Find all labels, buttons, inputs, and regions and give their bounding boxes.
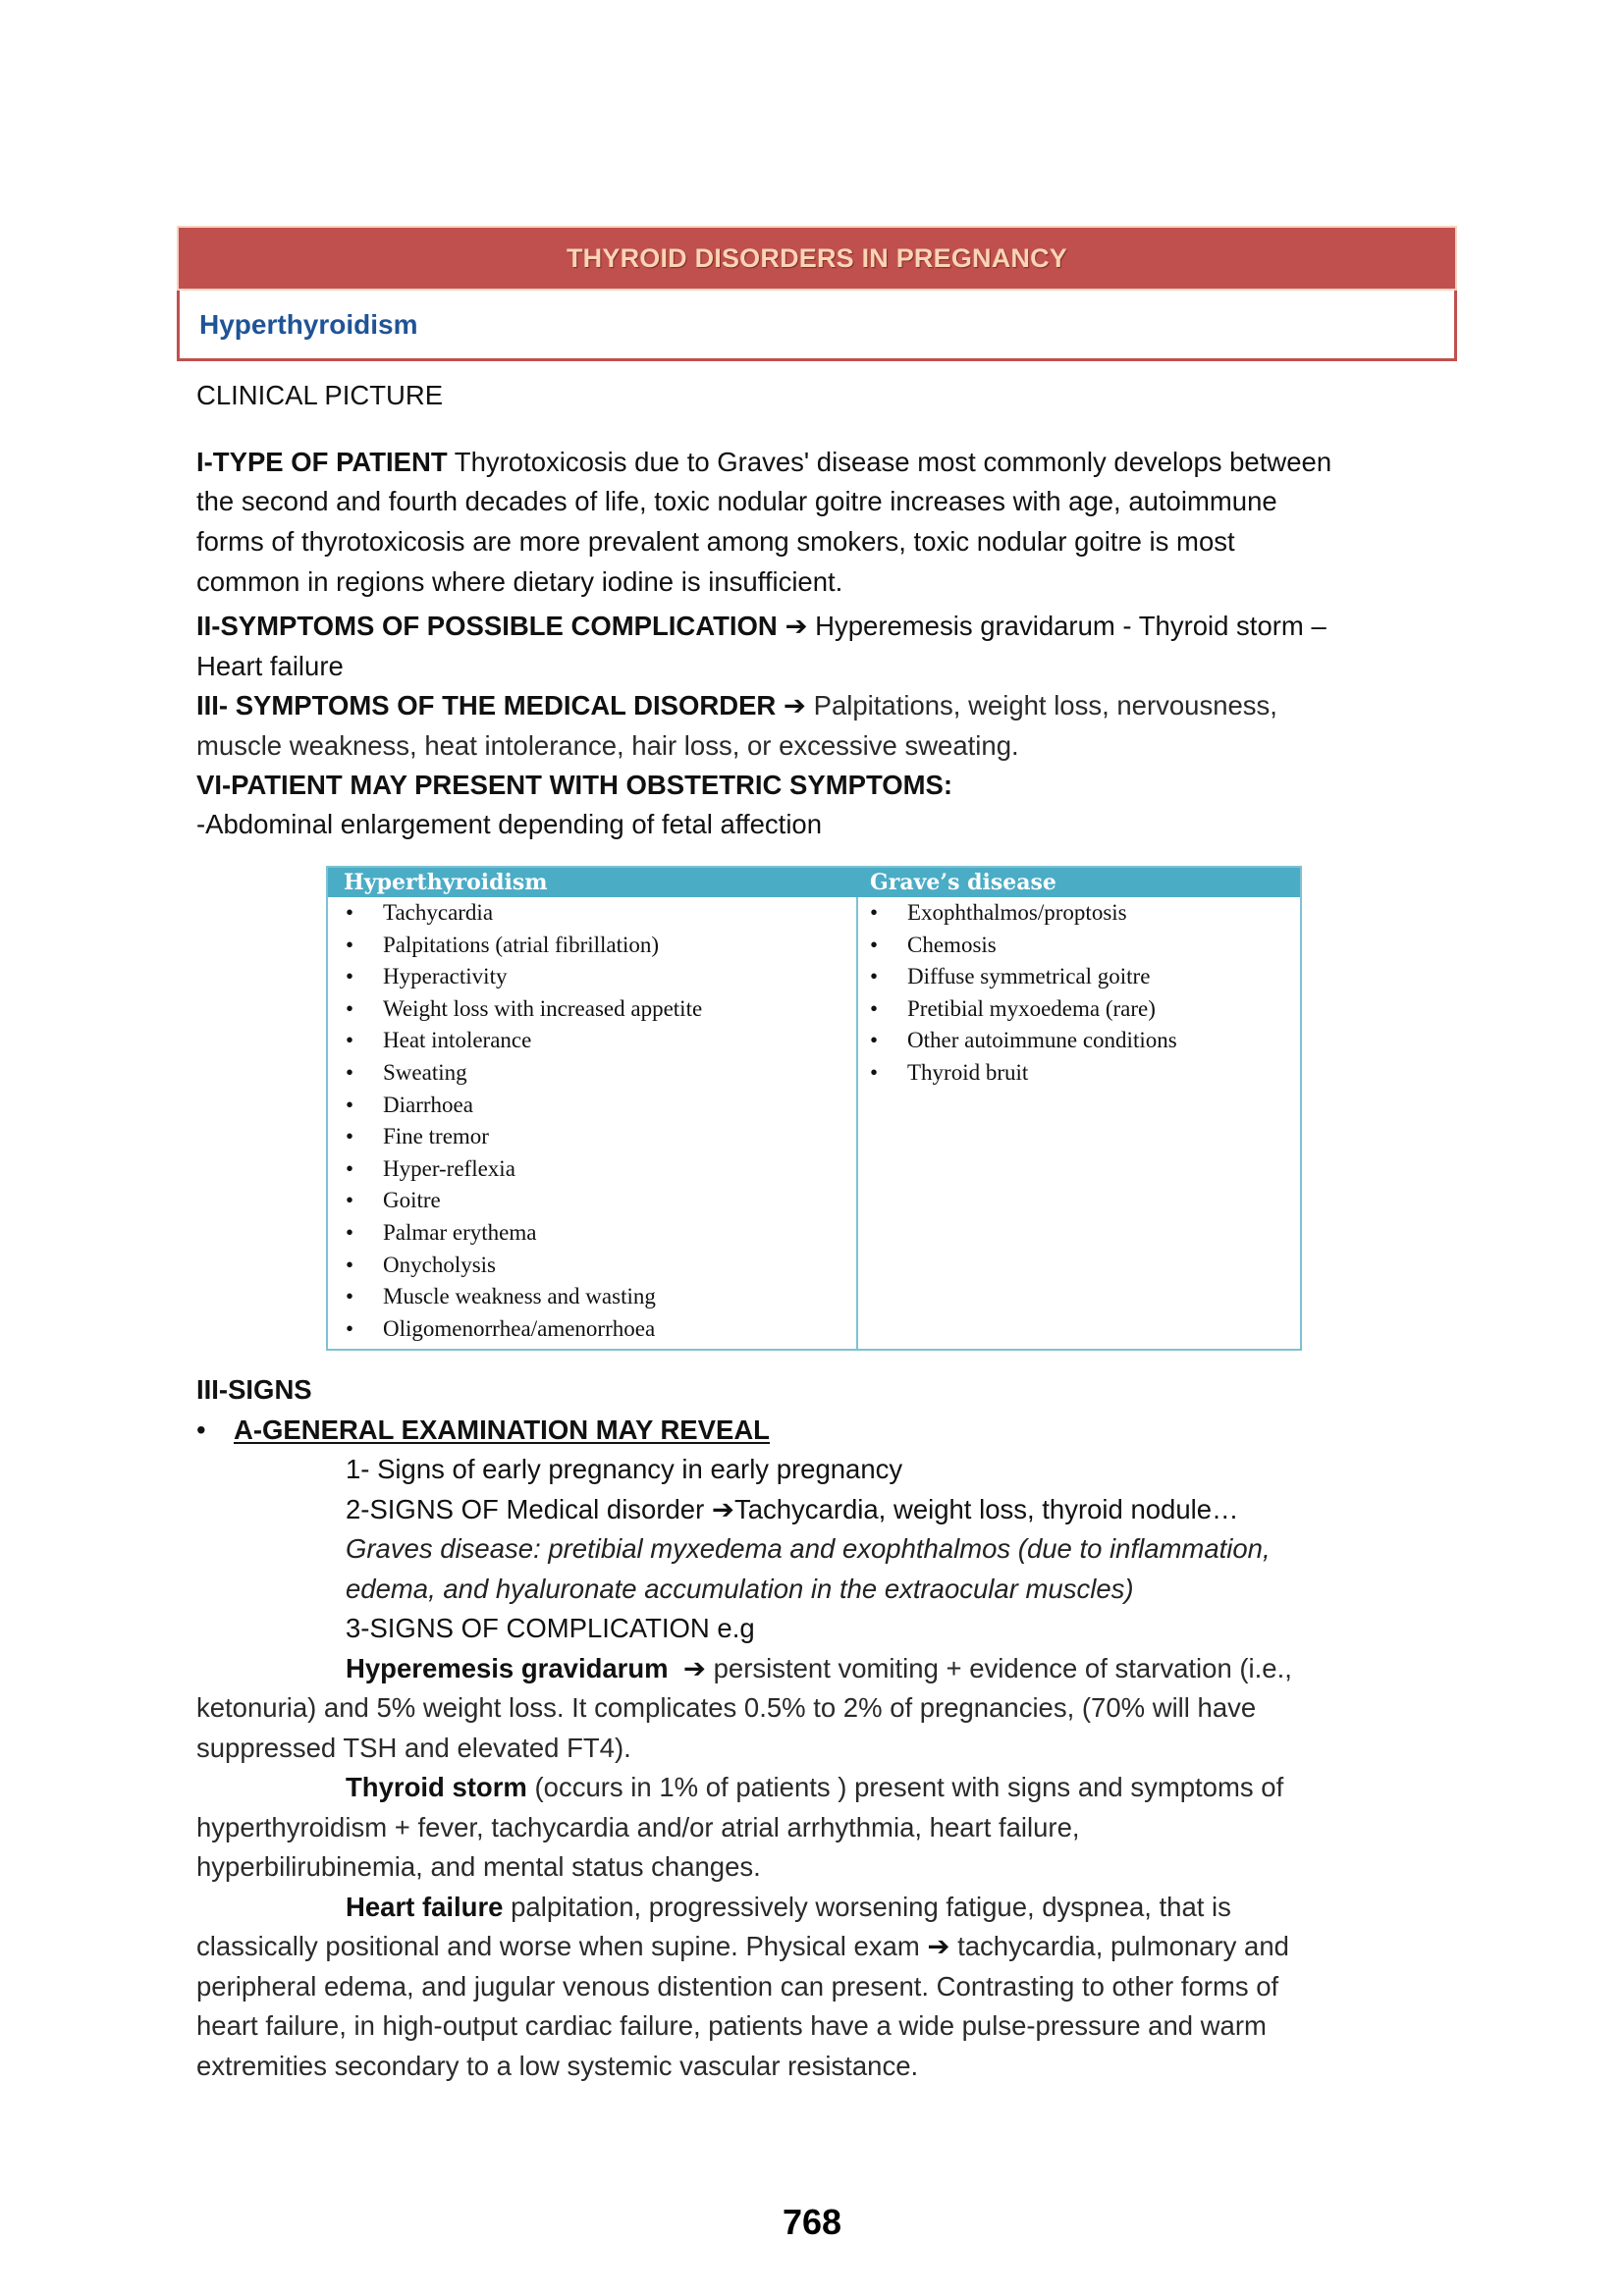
storm-line-1 xyxy=(196,1768,1283,1807)
bullet-icon: • xyxy=(346,1028,354,1053)
graves-note-line-1: Graves disease: pretibial myxedema and exophthalmos (due to inflammation, xyxy=(346,1533,1271,1564)
bullet-icon: • xyxy=(346,964,354,989)
general-exam-heading: A-GENERAL EXAMINATION MAY REVEAL xyxy=(234,1415,770,1445)
bullet-icon: • xyxy=(346,1124,354,1149)
hyperemesis-line-1 xyxy=(196,1649,1292,1688)
bullet-icon: • xyxy=(870,932,879,957)
bullet-icon: • xyxy=(346,1092,354,1117)
general-exam-item xyxy=(196,1411,770,1450)
bullet-icon: • xyxy=(870,900,879,925)
disorder-line-1 xyxy=(196,686,1277,725)
arrow-right-icon: ➔ xyxy=(785,611,808,641)
type-of-patient-label: I-TYPE OF PATIENT xyxy=(196,447,448,477)
section-title-box xyxy=(177,291,1457,361)
arrow-right-icon: ➔ xyxy=(783,690,806,721)
heart-failure-text: classically positional and worse when supine. Physical exam xyxy=(196,1931,928,1961)
bullet-icon: • xyxy=(346,1284,354,1309)
graves-note-line-2: edema, and hyaluronate accumulation in the extraocular muscles) xyxy=(346,1574,1134,1604)
complication-line-1 xyxy=(196,607,1326,646)
storm-line-2: hyperthyroidism + fever, tachycardia and/or atrial arrhythmia, heart failure, xyxy=(196,1812,1080,1842)
heart-failure-label: Heart failure xyxy=(346,1892,504,1922)
hyperemesis-line-2: ketonuria) and 5% weight loss. It complicates 0.5% to 2% of pregnancies, (70% will have xyxy=(196,1692,1257,1723)
bullet-icon: • xyxy=(870,964,879,989)
heart-failure-line-2 xyxy=(196,1927,1289,1966)
complication-line-2: Heart failure xyxy=(196,651,344,681)
heart-failure-line-1 xyxy=(196,1888,1231,1927)
type-of-patient-line-2: the second and fourth decades of life, toxic nodular goitre increases with age, autoimmune xyxy=(196,486,1277,516)
heart-failure-line-3: peripheral edema, and jugular venous distention can present. Contrasting to other forms of xyxy=(196,1971,1279,2002)
bullet-icon: • xyxy=(346,1252,354,1277)
hyperemesis-label: Hyperemesis gravidarum xyxy=(346,1653,669,1683)
bullet-icon: • xyxy=(346,932,354,957)
type-text: Thyrotoxicosis due to Graves' disease most commonly develops between xyxy=(447,447,1332,477)
type-of-patient-line-3: forms of thyrotoxicosis are more prevalent among smokers, toxic nodular goitre is most xyxy=(196,526,1235,557)
sign-item-2 xyxy=(346,1490,1239,1529)
table-header xyxy=(328,868,1300,897)
obstetric-label: VI-PATIENT MAY PRESENT WITH OBSTETRIC SYMPTOMS: xyxy=(196,770,953,800)
storm-line-3: hyperbilirubinemia, and mental status changes. xyxy=(196,1851,761,1882)
bullet-icon: • xyxy=(196,1415,206,1445)
heart-failure-line-4: heart failure, in high-output cardiac failure, patients have a wide pulse-pressure and warm xyxy=(196,2010,1267,2041)
chapter-title-bar xyxy=(177,226,1457,291)
heart-failure-text: tachycardia, pulmonary and xyxy=(949,1931,1289,1961)
heart-failure-text: palpitation, progressively worsening fatigue, dyspnea, that is xyxy=(503,1892,1231,1922)
section-title: Hyperthyroidism xyxy=(199,308,418,340)
storm-label: Thyroid storm xyxy=(346,1772,527,1802)
complication-label: II-SYMPTOMS OF POSSIBLE COMPLICATION xyxy=(196,611,778,641)
column-header-graves: Grave’s disease xyxy=(870,870,1056,895)
complication-text: Hyperemesis gravidarum - Thyroid storm – xyxy=(807,611,1326,641)
disorder-line-2: muscle weakness, heat intolerance, hair loss, or excessive sweating. xyxy=(196,730,1019,761)
bullet-icon: • xyxy=(870,995,879,1021)
type-of-patient-line-1 xyxy=(196,443,1331,482)
chapter-title: THYROID DISORDERS IN PREGNANCY xyxy=(566,242,1068,273)
bullet-icon: • xyxy=(346,1315,354,1341)
arrow-right-icon: ➔ xyxy=(711,1494,734,1524)
bullet-icon: • xyxy=(346,1188,354,1213)
arrow-right-icon: ➔ xyxy=(682,1653,706,1683)
signs-heading: III-SIGNS xyxy=(196,1374,312,1405)
sign-item-2-label: 2-SIGNS OF Medical disorder xyxy=(346,1494,712,1524)
hyperemesis-line-3: suppressed TSH and elevated FT4). xyxy=(196,1733,631,1763)
bullet-icon: • xyxy=(346,1219,354,1245)
disorder-label: III- SYMPTOMS OF THE MEDICAL DISORDER xyxy=(196,690,777,721)
bullet-icon: • xyxy=(346,1155,354,1181)
type-of-patient-line-4: common in regions where dietary iodine is insufficient. xyxy=(196,566,843,597)
clinical-picture-heading: CLINICAL PICTURE xyxy=(196,380,444,410)
page-number: 768 xyxy=(782,2202,842,2242)
sign-item-2-text: Tachycardia, weight loss, thyroid nodule… xyxy=(733,1494,1239,1524)
bullet-icon: • xyxy=(346,900,354,925)
bullet-icon: • xyxy=(346,1059,354,1085)
disorder-text: Palpitations, weight loss, nervousness, xyxy=(805,690,1277,721)
symptoms-table: Hyperthyroidism Grave’s disease • Tachycardia • Palpitations (atrial fibrillation) • Hyperactivity • Weight loss with increased appetite • Heat intolerance • Sweating • Diarrhoea • Fine tremor • Hyper-reflexia • Goitre • Palmar erythema • Onycholysis • Muscle weakness and wasting • Oligomenorrhea/amenorrhoea • Exophthalmos/proptosis • Chemosis • Diffuse symmetrical goitre • Pretibial myxoedema (rare) • Other autoimmune conditions • Thyroid bruit xyxy=(326,866,1302,1351)
column-divider xyxy=(856,897,858,1349)
heart-failure-line-5: extremities secondary to a low systemic vascular resistance. xyxy=(196,2051,919,2081)
sign-item-3: 3-SIGNS OF COMPLICATION e.g xyxy=(346,1613,755,1643)
bullet-icon: • xyxy=(346,995,354,1021)
arrow-right-icon: ➔ xyxy=(927,1931,950,1961)
sign-item-1: 1- Signs of early pregnancy in early pregnancy xyxy=(346,1454,903,1484)
bullet-icon: • xyxy=(870,1028,879,1053)
column-header-hyperthyroidism: Hyperthyroidism xyxy=(344,870,548,895)
storm-text: (occurs in 1% of patients ) present with signs and symptoms of xyxy=(526,1772,1284,1802)
hyperemesis-text: persistent vomiting + evidence of starvation (i.e., xyxy=(705,1653,1292,1683)
obstetric-line-1: -Abdominal enlargement depending of fetal affection xyxy=(196,809,823,839)
bullet-icon: • xyxy=(870,1059,879,1085)
